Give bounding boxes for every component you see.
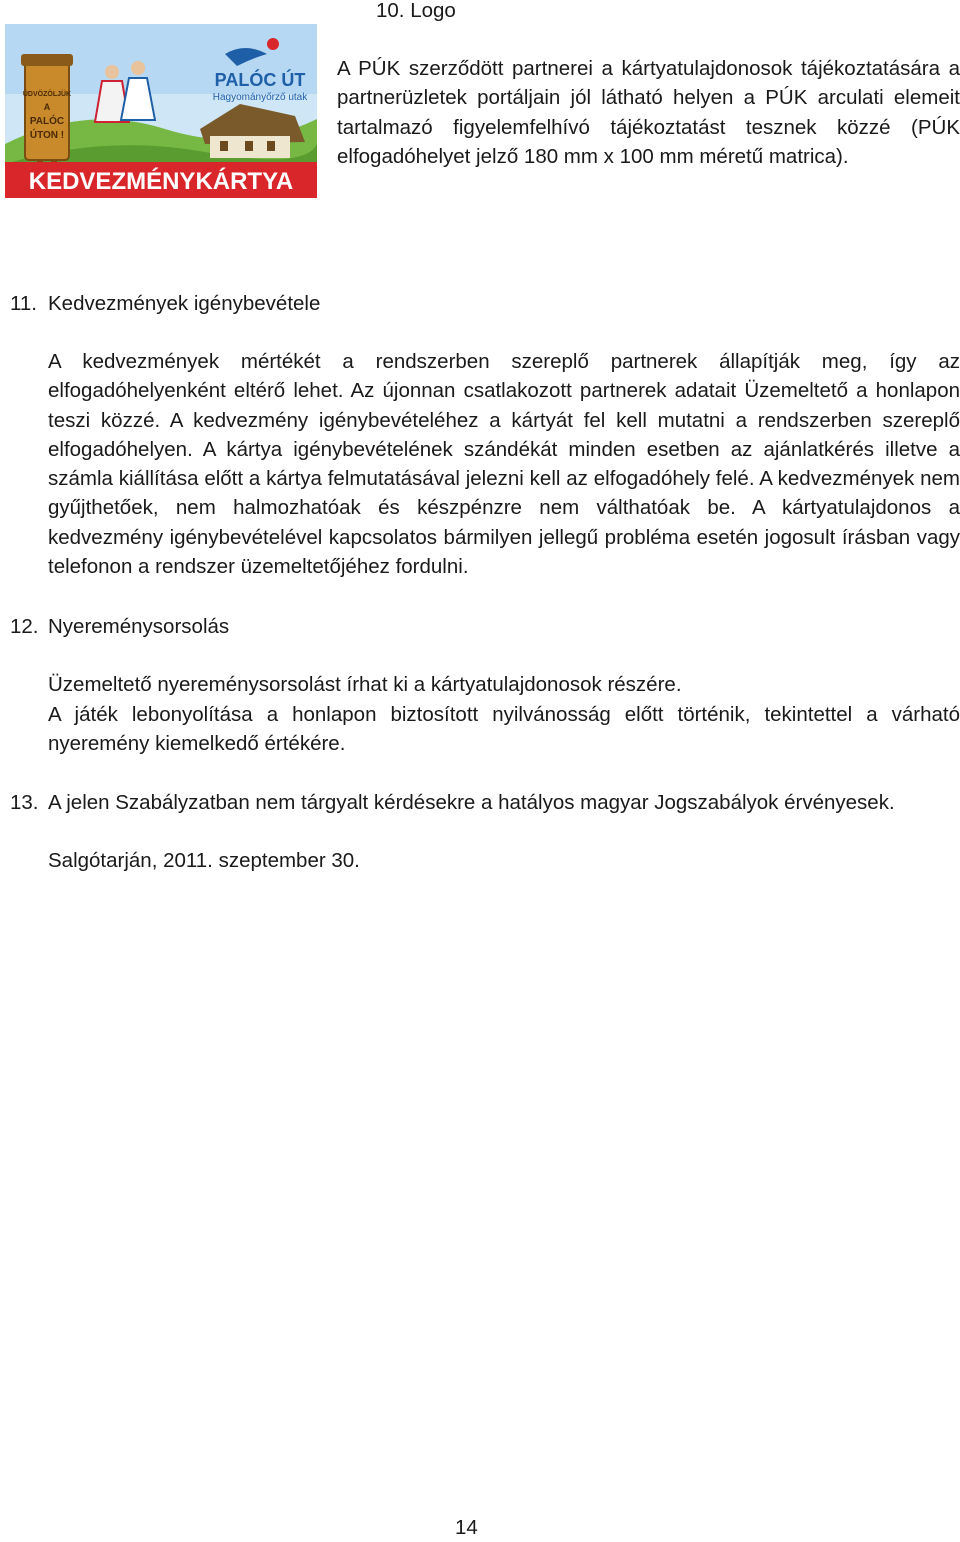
section-13-number: 13. — [10, 791, 39, 814]
logo-sign-text-4: ÚTON ! — [29, 130, 65, 141]
section-10-heading: 10. Logo — [376, 0, 456, 22]
section-13-text: A jelen Szabályzatban nem tárgyalt kérdésekre a hatályos magyar Jogszabályok érvényesek. — [48, 791, 895, 814]
section-12-title: Nyereménysorsolás — [48, 615, 230, 638]
page-number: 14 — [455, 1516, 478, 1539]
logo-sign-text-2: A — [43, 102, 51, 112]
logo-sign-text-1: ÜDVÖZÖLJÜK — [22, 91, 72, 98]
section-10-paragraph: A PÚK szerződött partnerei a kártyatulajdonosok tájékoztatására a partnerüzletek portáljain jól látható helyen a PÚK arculati elemeit tartalmazó figyelemfelhívó tájékoztatást tesznek közzé (PÚK elfogadóhelyet jelző 180 mm x 100 mm méretű matrica). — [337, 57, 960, 168]
palocut-card-logo — [5, 24, 317, 198]
place-date: Salgótarján, 2011. szeptember 30. — [48, 849, 360, 872]
section-11-number: 11. — [10, 292, 37, 315]
logo-brand-subtitle: Hagyományőrző utak — [212, 92, 308, 103]
logo-banner-text: KEDVEZMÉNYKÁRTYA — [28, 168, 294, 195]
section-12-number: 12. — [10, 615, 39, 638]
section-12-line-2: A játék lebonyolítása a honlapon biztosított nyilvánosság előtt történik, tekintettel a várható nyeremény kiemelkedő értékére. — [48, 703, 960, 756]
section-11-title: Kedvezmények igénybevétele — [48, 292, 321, 315]
section-12-line-1: Üzemeltető nyereménysorsolást írhat ki a kártyatulajdonosok részére. — [48, 673, 682, 696]
logo-sign-text-3: PALÓC — [29, 116, 65, 127]
section-11-paragraph: A kedvezmények mértékét a rendszerben szereplő partnerek állapítják meg, így az elfogadóhelyenként eltérő lehet. Az újonnan csatlakozott partnerek adatait Üzemeltető a honlapon teszi közzé. A kedvezmény igénybevételéhez a kártyát fel kell mutatni a rendszerben szereplő elfogadóhelyen. A kártya igénybevételének szándékát minden esetben az ajánlatkérés illetve a számla kiállítása előtt a kártya felmutatásával jelezni kell az elfogadóhely felé. A kedvezmények nem gyűjthetőek, nem halmozhatóak és készpénzre nem válthatóak be. A kártyatulajdonos a kedvezmény igénybevételével kapcsolatos bármilyen jellegű probléma esetén jogosult írásban vagy telefonon a rendszer üzemeltetőjéhez fordulni. — [48, 350, 960, 579]
logo-brand-title: PALÓC ÚT — [214, 70, 306, 90]
